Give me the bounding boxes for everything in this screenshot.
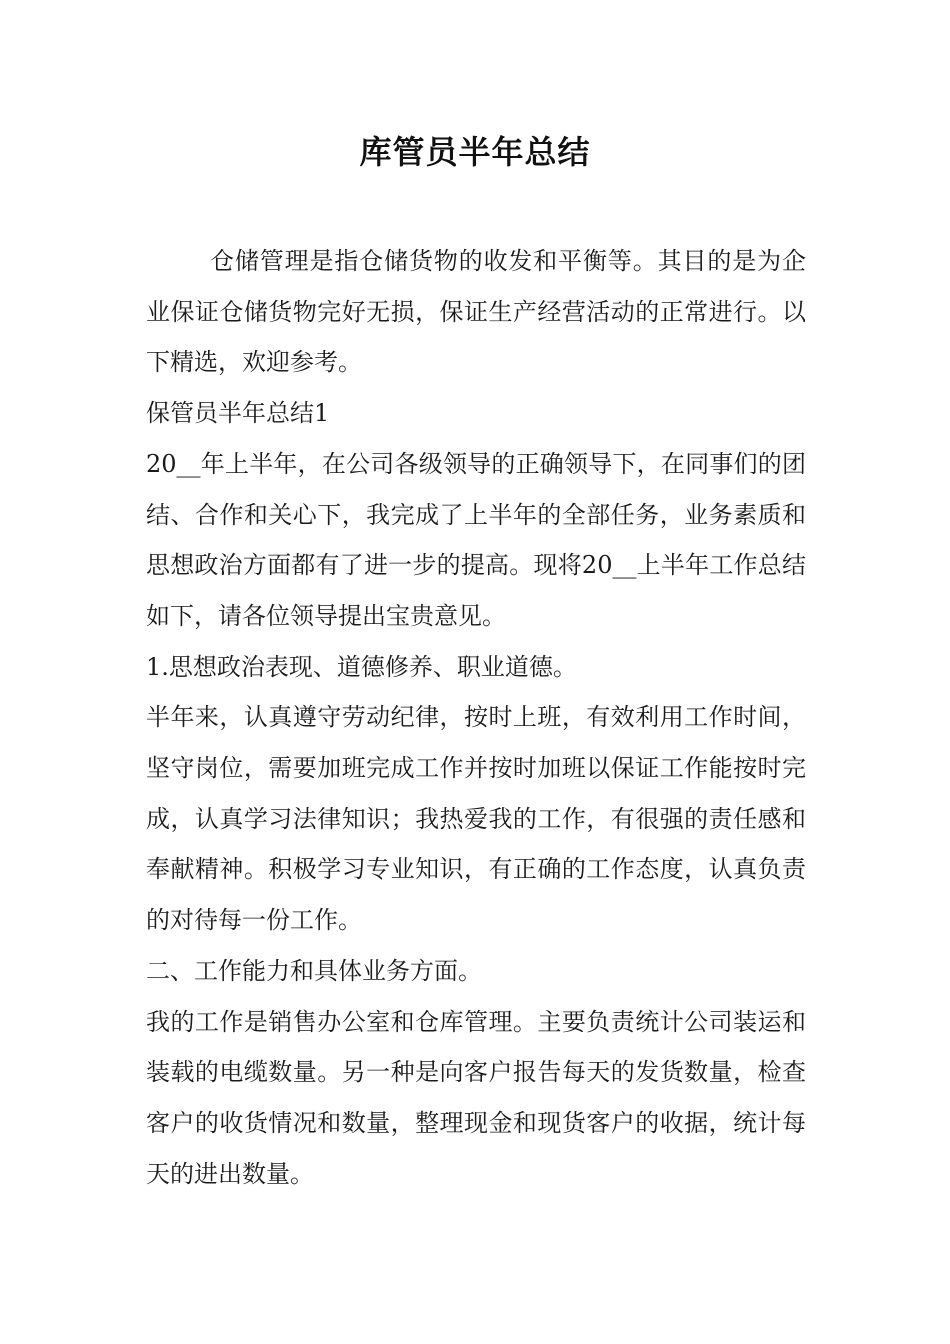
body-paragraph: 我的工作是销售办公室和仓库管理。主要负责统计公司装运和装载的电缆数量。另一种是向客户报告每天的发货数量，检查客户的收货情况和数量，整理现金和现货客户的收据，统计每天的进出数量。 xyxy=(146,1007,806,1188)
document-title: 库管员半年总结 xyxy=(359,133,591,171)
intro-paragraph: 仓储管理是指仓储货物的收发和平衡等。其目的是为企业保证仓储货物完好无损，保证生产经营活动的正常进行。以下精选，欢迎参考。 xyxy=(146,247,806,377)
section-heading-political: 1.思想政治表现、道德修养、职业道德。 xyxy=(146,652,577,681)
body-paragraph: 20__年上半年，在公司各级领导的正确领导下，在同事们的团结、合作和关心下，我完成了上半年的全部任务，业务素质和思想政治方面都有了进一步的提高。现将20__上半年工作总结如下，请各位领导提出宝贵意见。 xyxy=(146,449,806,630)
document-body xyxy=(146,236,806,1199)
section-heading-summary-1: 保管员半年总结1 xyxy=(146,399,330,428)
section-heading-work-ability: 二、工作能力和具体业务方面。 xyxy=(146,956,482,985)
body-paragraph: 半年来，认真遵守劳动纪律，按时上班，有效利用工作时间，坚守岗位，需要加班完成工作并按时加班以保证工作能按时完成，认真学习法律知识；我热爱我的工作，有很强的责任感和奉献精神。积极学习专业知识，有正确的工作态度，认真负责的对待每一份工作。 xyxy=(146,703,806,935)
